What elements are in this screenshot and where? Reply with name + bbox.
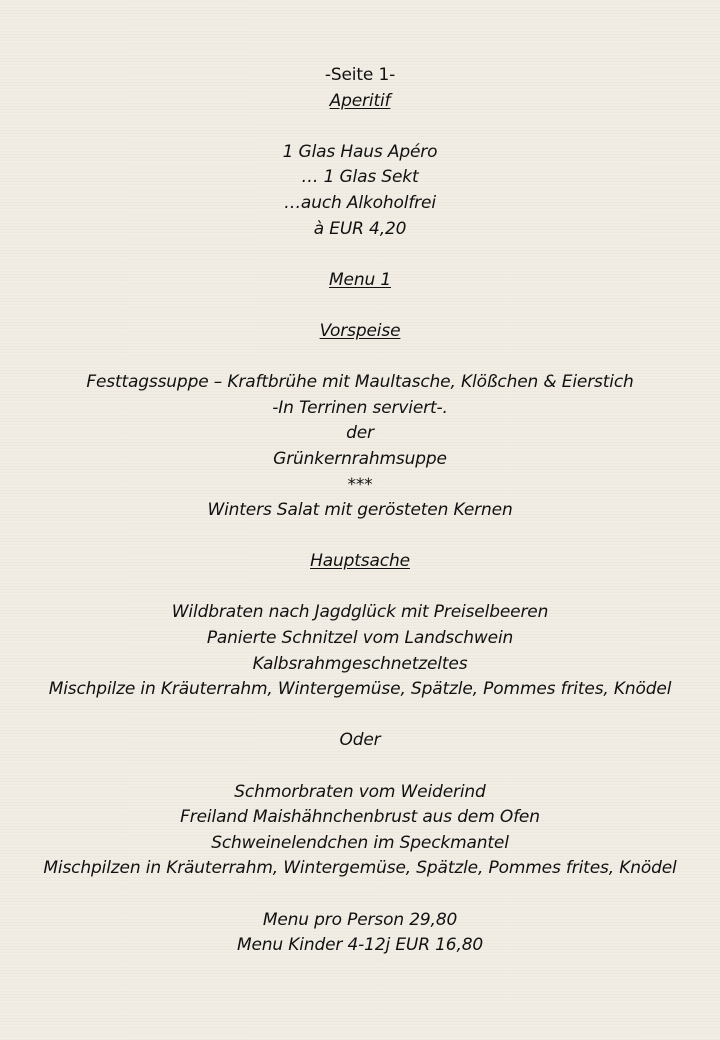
hauptsache-line: Wildbraten nach Jagdglück mit Preiselbeeren (171, 602, 549, 623)
vorspeise-heading: Vorspeise (319, 320, 401, 341)
spacer (0, 703, 720, 729)
vorspeise-line: Grünkernrahmsuppe (273, 448, 447, 469)
hauptsache-line: Mischpilze in Kräuterrahm, Wintergemüse, Spätzle, Pommes frites, Knödel (48, 679, 672, 700)
hauptsache-line: Schmorbraten vom Weiderind (234, 781, 486, 802)
menu-text-block (0, 63, 720, 959)
aperitif-line: 1 Glas Haus Apéro (282, 141, 438, 162)
oder-separator: Oder (339, 730, 381, 751)
aperitif-line: …auch Alkoholfrei (284, 192, 436, 213)
spacer (0, 293, 720, 319)
spacer (0, 524, 720, 550)
aperitif-price: à EUR 4,20 (313, 218, 407, 239)
hauptsache-line: Mischpilzen in Kräuterrahm, Wintergemüse, Spätzle, Pommes frites, Knödel (43, 858, 677, 879)
aperitif-heading-line (0, 89, 720, 115)
spacer (0, 114, 720, 140)
price-adult: Menu pro Person 29,80 (262, 909, 458, 930)
hauptsache-line: Schweinelendchen im Speckmantel (211, 832, 509, 853)
spacer (0, 242, 720, 268)
price-children: Menu Kinder 4-12j EUR 16,80 (236, 935, 484, 956)
spacer (0, 575, 720, 601)
hauptsache-line: Freiland Maishähnchenbrust aus dem Ofen (180, 807, 540, 828)
hauptsache-heading-line (0, 549, 720, 575)
aperitif-heading: Aperitif (329, 90, 391, 111)
vorspeise-heading-line (0, 319, 720, 345)
vorspeise-line: der (346, 423, 374, 444)
vorspeise-separator: *** (347, 474, 373, 495)
hauptsache-line: Kalbsrahmgeschnetzeltes (252, 653, 468, 674)
spacer (0, 882, 720, 908)
menu-title-line (0, 268, 720, 294)
hauptsache-line: Panierte Schnitzel vom Landschwein (206, 628, 514, 649)
vorspeise-line: Winters Salat mit gerösteten Kernen (207, 500, 513, 521)
page-label: -Seite 1- (324, 65, 396, 85)
vorspeise-line: Festtagssuppe – Kraftbrühe mit Maultasche, Klößchen & Eierstich (86, 372, 634, 393)
spacer (0, 345, 720, 371)
aperitif-line: … 1 Glas Sekt (301, 167, 419, 188)
spacer (0, 754, 720, 780)
hauptsache-heading: Hauptsache (310, 551, 410, 572)
vorspeise-line: -In Terrinen serviert-. (272, 397, 448, 418)
menu-title: Menu 1 (329, 269, 391, 290)
